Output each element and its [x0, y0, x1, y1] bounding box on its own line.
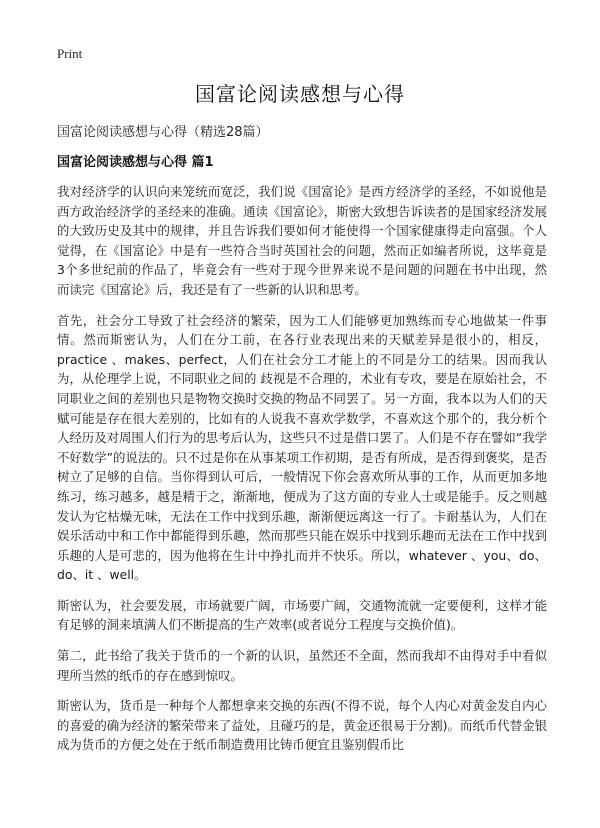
- paragraph: 第二，此书给了我关于货币的一个新的认识，虽然还不全面，然而我却不由得对手中看似理所当然的纸币的存在感到惊叹。: [57, 648, 547, 683]
- section-heading: 国富论阅读感想与心得 篇1: [57, 155, 214, 170]
- document-body: [57, 182, 547, 766]
- print-label: Print: [57, 46, 83, 61]
- document-subtitle: 国富论阅读感想与心得（精选28篇）: [57, 125, 269, 140]
- document-title: 国富论阅读感想与心得: [195, 82, 405, 106]
- paragraph: 我对经济学的认识向来笼统而宽泛，我们说《国富论》是西方经济学的圣经，不如说他是西方政治经济学的圣经来的准确。通读《国富论》，斯密大致想告诉读者的是国家经济发展的大致历史及其中的规律，并且告诉我们要如何才能使得一个国家健康得走向富强。个人觉得，在《国富论》中是有一些符合当时英国社会的问题，然而正如编者所说，这毕竟是3个多世纪前的作品了，毕竟会有一些对于现今世界来说不是问题的问题在书中出现，然而读完《国富论》后，我还是有了一些新的认识和思考。: [57, 184, 547, 297]
- paragraph: 首先，社会分工导致了社会经济的繁荣，因为工人们能够更加熟练而专心地做某一件事情。然而斯密认为，人们在分工前，在各行业表现出来的天赋差异是很小的，相反，practice 、makes、perfect，人们在社会分工才能上的不同是分工的结果。因而我认为，从伦理学上说，不同职业之间的 歧视是不合理的，术业有专攻，要是在原始社会，不同职业之间的差别也只是物物交换时交换的物品不同罢了。另一方面，我本以为人们的天赋可能是存在很大差别的，比如有的人说我不喜欢学数学，不喜欢这个那个的，我分析个人经历及对周围人们行为的思考后认为，这些只不过是借口罢了。人们是不存在譬如“我学不好数学”的说法的。只不过是你在从事某项工作初期，是否有所成，是否得到褒奖，是否树立了足够的自信。当你得到认可后，一般情况下你会喜欢所从事的工作，从而更加多地练习，练习越多，越是精于之，渐渐地，便成为了这方面的专业人士或是能手。反之则越发认为它枯燥无味，无法在工作中找到乐趣，渐渐便远离这一行了。卡耐基认为，人们在娱乐活动中和工作中都能得到乐趣，然而那些只能在娱乐中找到乐趣而无法在工作中找到乐趣的人是可悲的，因为他将在生计中挣扎而并不快乐。所以，whatever 、you、do、do、it 、well。: [57, 312, 547, 583]
- paragraph: 斯密认为，货币是一种每个人都想拿来交换的东西(不得不说，每个人内心对黄金发自内心的喜爱的确为经济的繁荣带来了益处，且碰巧的是，黄金还很易于分割)。而纸币代替金银成为货币的方便之处在于纸币制造费用比铸币便宜且鉴别假币比: [57, 698, 547, 753]
- paragraph: 斯密认为，社会要发展，市场就要广阔，市场要广阔，交通物流就一定要便利，这样才能有足够的洞来填满人们不断提高的生产效率(或者说分工程度与交换价值)。: [57, 597, 547, 633]
